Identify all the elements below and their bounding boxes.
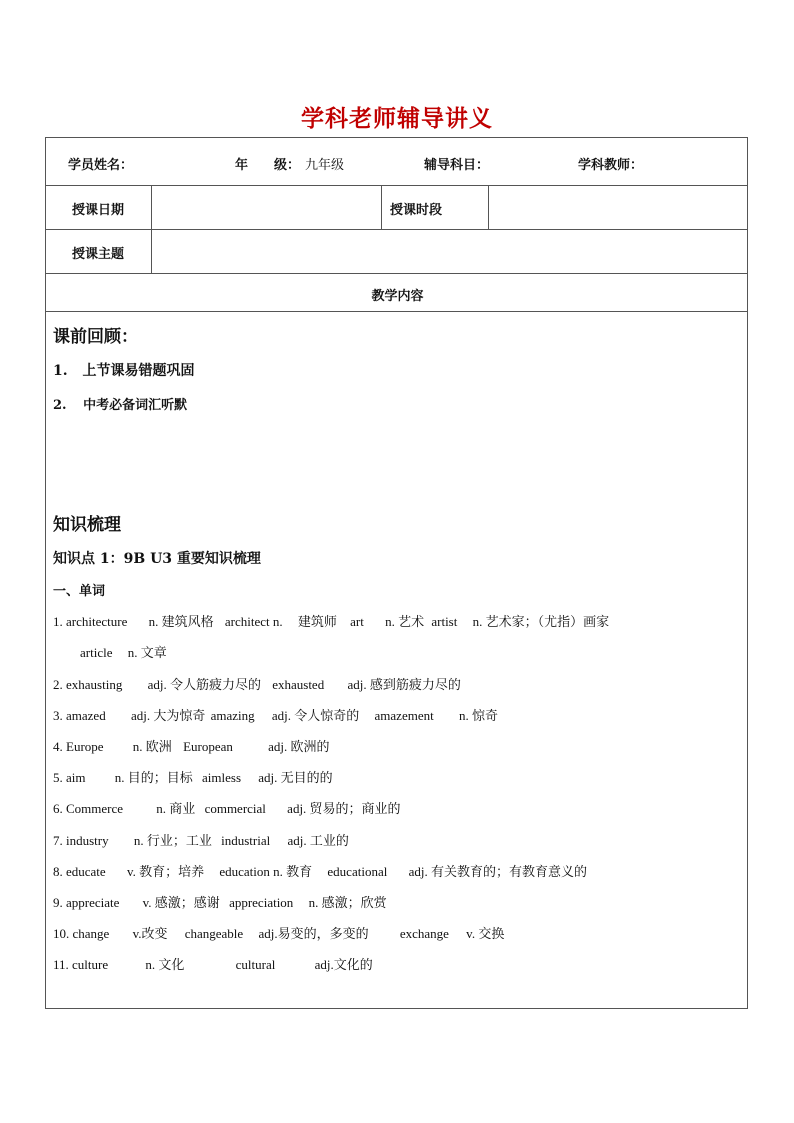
review-item: 1. 上节课易错题巩固 [53,363,195,379]
knowledge-heading: 知识梳理 [53,515,121,535]
vocab-line: 8. educate v. 教育；培养 education n. 教育 educational adj. 有关教育的；有教育意义的 [53,864,587,879]
time-label: 授课时段 [390,203,443,218]
review-heading: 课前回顾： [53,327,138,347]
lesson-table [45,137,748,1009]
vocab-line: 11. culture n. 文化 cultural adj.文化的 [53,957,373,972]
vocab-line: 10. change v.改变 changeable adj.易变的，多变的 exchange v. 交换 [53,926,505,941]
review-item: 2. 中考必备词汇听默 [53,398,188,413]
content-header: 教学内容 [371,289,424,304]
date-label: 授课日期 [72,203,125,218]
document-title: 学科老师辅导讲义 [301,105,493,132]
column-divider [151,185,152,273]
vocab-line: 1. architecture n. 建筑风格 architect n. 建筑师 art n. 艺术 artist n. 艺术家；（尤指）画家 [53,614,610,629]
vocab-line: 5. aim n. 目的；目标 aimless adj. 无目的的 [53,770,333,785]
student-name-label: 学员姓名： [68,158,134,173]
row-divider [46,273,747,274]
teacher-label: 学科教师： [578,158,644,173]
grade-label: 年 级： [235,158,301,173]
vocab-line: article n. 文章 [80,645,167,660]
section-title: 一、单词 [53,584,106,599]
vocab-line: 3. amazed adj. 大为惊奇 amazing adj. 令人惊奇的 amazement n. 惊奇 [53,708,498,723]
vocab-line: 4. Europe n. 欧洲 European adj. 欧洲的 [53,739,330,754]
subject-label: 辅导科目： [424,158,490,173]
column-divider [488,185,489,229]
vocab-line: 9. appreciate v. 感激；感谢 appreciation n. 感激；欣赏 [53,895,387,910]
row-divider [46,311,747,312]
vocab-line: 6. Commerce n. 商业 commercial adj. 贸易的；商业的 [53,801,401,816]
grade-value: 九年级 [305,158,345,173]
column-divider [381,185,382,229]
vocab-line: 2. exhausting adj. 令人筋疲力尽的 exhausted adj. 感到筋疲力尽的 [53,677,461,692]
vocab-line: 7. industry n. 行业；工业 industrial adj. 工业的 [53,833,349,848]
knowledge-point-title: 知识点 1：9B U3 重要知识梳理 [53,551,261,567]
topic-label: 授课主题 [72,247,125,262]
